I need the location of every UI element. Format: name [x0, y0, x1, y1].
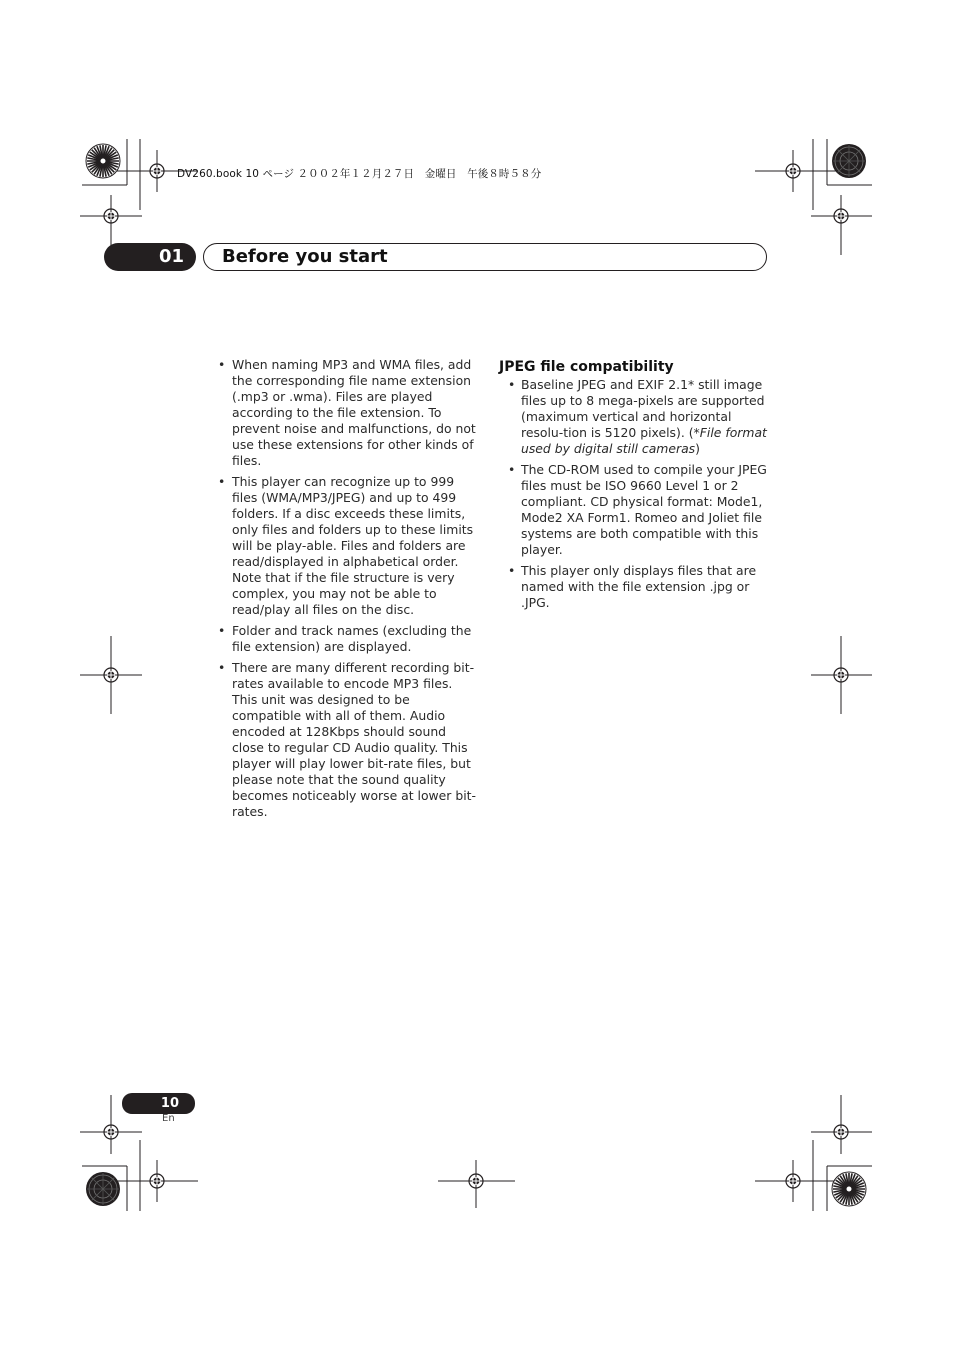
- book-file-info: DV260.book 10 ページ ２００２年１２月２７日 金曜日 午後８時５８分: [177, 168, 542, 180]
- section-heading: JPEG file compatibility: [499, 359, 674, 375]
- list-item: • When naming MP3 and WMA files, add the corresponding file name extension (.mp3 or .wma). Files are played according to the file extension. To prevent noise and malfunctions, do not use these extensions for other kinds of files.: [218, 357, 480, 469]
- list-item: • This player only displays files that are named with the file extension .jpg or .JPG.: [499, 563, 771, 611]
- right-bullet-list: [499, 377, 771, 611]
- list-item-text: Baseline JPEG and EXIF 2.1* still image files up to 8 mega-pixels are supported (maximum vertical and horizontal resolu-tion is 5120 pixels). (*: [521, 377, 765, 440]
- list-item: [499, 377, 771, 457]
- right-column: [499, 358, 771, 616]
- list-item: • This player can recognize up to 999 files (WMA/MP3/JPEG) and up to 499 folders. If a disc exceeds these limits, only files and folders up to these limits will be play-able. Files and folders are read/displayed in alphabetical order. Note that if the file structure is very complex, you may not be able to read/play all files on the disc.: [218, 474, 480, 618]
- list-item-close: ): [695, 441, 700, 456]
- list-item: • The CD-ROM used to compile your JPEG files must be ISO 9660 Level 1 or 2 compliant. CD physical format: Mode1, Mode2 XA Form1. Romeo and Joliet file systems are both compatible with this player.: [499, 462, 771, 558]
- chapter-title-bar: [203, 243, 767, 271]
- list-item: • Folder and track names (excluding the file extension) are displayed.: [218, 623, 480, 655]
- chapter-title: Before you start: [222, 246, 388, 267]
- left-column: [218, 357, 480, 825]
- page-number: 10: [122, 1093, 195, 1114]
- list-item: • There are many different recording bit-rates available to encode MP3 files. This unit was designed to be compatible with all of them. Audio encoded at 128Kbps should sound close to regular CD Audio quality. This player will play lower bit-rate files, but please note that the sound quality becomes noticeably worse at lower bit-rates.: [218, 660, 480, 820]
- chapter-number-badge: 01: [104, 243, 196, 271]
- left-bullet-list: [218, 357, 480, 820]
- page-language: En: [162, 1113, 175, 1124]
- list-item-italic: File format used by digital still cameras: [521, 425, 767, 456]
